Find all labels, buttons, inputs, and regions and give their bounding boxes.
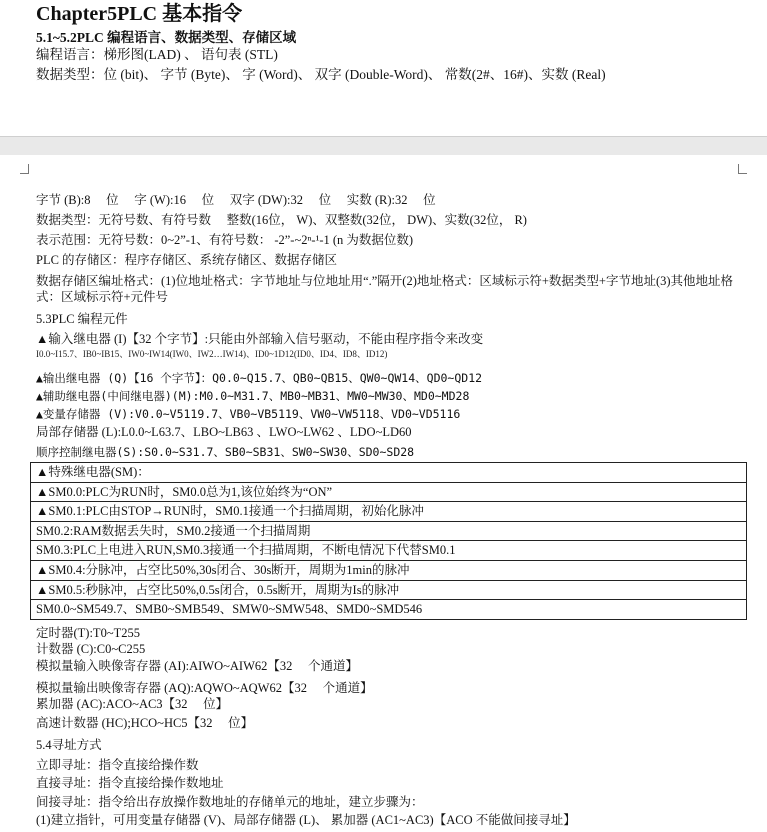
programming-language-line: 编程语言：梯形图(LAD) 、 语句表 (STL) [36,47,278,62]
section-heading: 5.3PLC 编程元件 [36,312,128,326]
text-line: 直接寻址：指令直接给操作数地址 [36,776,224,790]
text-line: 数据类型：无符号数、有符号数 整数(16位， W)、双整数(32位， DW)、实数(32位， R) [36,213,527,227]
text-line: PLC 的存储区：程序存储区、系统存储区、数据存储区 [36,253,338,267]
table-row: ▲SM0.0:PLC为RUN时，SM0.0总为1,该位始终为“ON” [31,483,746,503]
text-line: (1)建立指针，可用变量存储器 (V)、局部存储器 (L)、 累加器 (AC1~AC3)【ACO 不能做间接寻址】 [36,813,576,827]
section-heading: 5.4寻址方式 [36,738,102,752]
page-separator [0,136,767,156]
table-row: SM0.0~SM549.7、SMB0~SMB549、SMW0~SMW548、SMD0~SMD546 [36,602,423,617]
chapter-title: Chapter5PLC 基本指令 [36,3,243,25]
text-line: 模拟量输入映像寄存器 (AI):AIWO~AIW62【32 个通道】 [36,659,359,673]
table-row: ▲特殊继电器(SM)： [31,463,746,483]
table-row: SM0.2:RAM数据丢失时，SM0.2接通一个扫描周期 [31,522,746,542]
text-line: 顺序控制继电器(S):S0.0~S31.7、SB0~SB31、SW0~SW30、SD0~SD28 [36,445,415,459]
text-line: 局部存储器 (L):L0.0~L63.7、LBO~LB63 、LWO~LW62 、LDO~LD60 [36,425,412,439]
text-line: 表示范围：无符号数：0~2”-1、有符号数： -2”-~2ⁿ-¹-1 (n 为数据位数) [36,233,414,247]
data-types-line: 数据类型：位 (bit)、 字节 (Byte)、 字 (Word)、 双字 (Double-Word)、 常数(2#、16#)、实数 (Real) [36,67,606,82]
section-heading: 5.1~5.2PLC 编程语言、数据类型、存储区域 [36,30,297,45]
input-ranges-line: I0.0~I15.7、IB0~IB15、IW0~IW14(IW0、IW2…IW14)、ID0~1D12(ID0、ID4、ID8、ID12) [36,349,388,359]
margin-marker-right [738,164,747,174]
text-line: ▲变量存储器 (V):V0.0~V5119.7、VB0~VB5119、VW0~VW5118、VD0~VD5116 [36,407,461,421]
table-row: SM0.3:PLC上电进入RUN,SM0.3接通一个扫描周期，不断电情况下代替SM0.1 [31,541,746,561]
text-line: 立即寻址：指令直接给操作数 [36,758,199,772]
table-row: ▲SM0.5:秒脉冲，占空比50%,0.5s闭合，0.5s断开，周期为Is的脉冲 [31,581,746,601]
table-row: ▲SM0.4:分脉冲，占空比50%,30s闭合、30s断开，周期为1min的脉冲 [31,561,746,581]
text-line: ▲辅助继电器(中间继电器)(M):M0.0~M31.7、MB0~MB31、MW0~MW30、MD0~MD28 [36,389,470,403]
text-line: 定时器(T):T0~T255 [36,626,140,640]
text-line: 字节 (B):8 位 字 (W):16 位 双字 (DW):32 位 实数 (R):32 位 [36,193,436,207]
text-line: ▲输入继电器 (I)【32 个字节】:只能由外部输入信号驱动，不能由程序指令来改变 [36,332,484,346]
text-line: 间接寻址：指令给出存放操作数地址的存储单元的地址，建立步骤为： [36,795,424,809]
text-line: 模拟量输出映像寄存器 (AQ):AQWO~AQW62【32 个通道】 [36,681,373,695]
table-row: ▲SM0.1:PLC由STOP→RUN时，SM0.1接通一个扫描周期，初始化脉冲 [31,502,746,522]
text-line: 高速计数器 (HC);HCO~HC5【32 位】 [36,716,254,730]
address-format-paragraph: 数据存储区编址格式：(1)位地址格式：字节地址与位地址用“.”隔开(2)地址格式：区域标示符+数据类型+字节地址(3)其他地址格式：区域标示符+元件号 [36,274,734,304]
text-line: 计数器 (C):C0~C255 [36,642,146,656]
text-line: ▲输出继电器 (Q)【16 个字节】：Q0.0~Q15.7、QB0~QB15、QW0~QW14、QD0~QD12 [36,371,483,385]
sm-table [30,462,747,620]
margin-marker-left [20,164,29,174]
text-line: 累加器 (AC):ACO~AC3【32 位】 [36,697,229,711]
page-2 [0,155,767,832]
page-1 [0,0,767,136]
